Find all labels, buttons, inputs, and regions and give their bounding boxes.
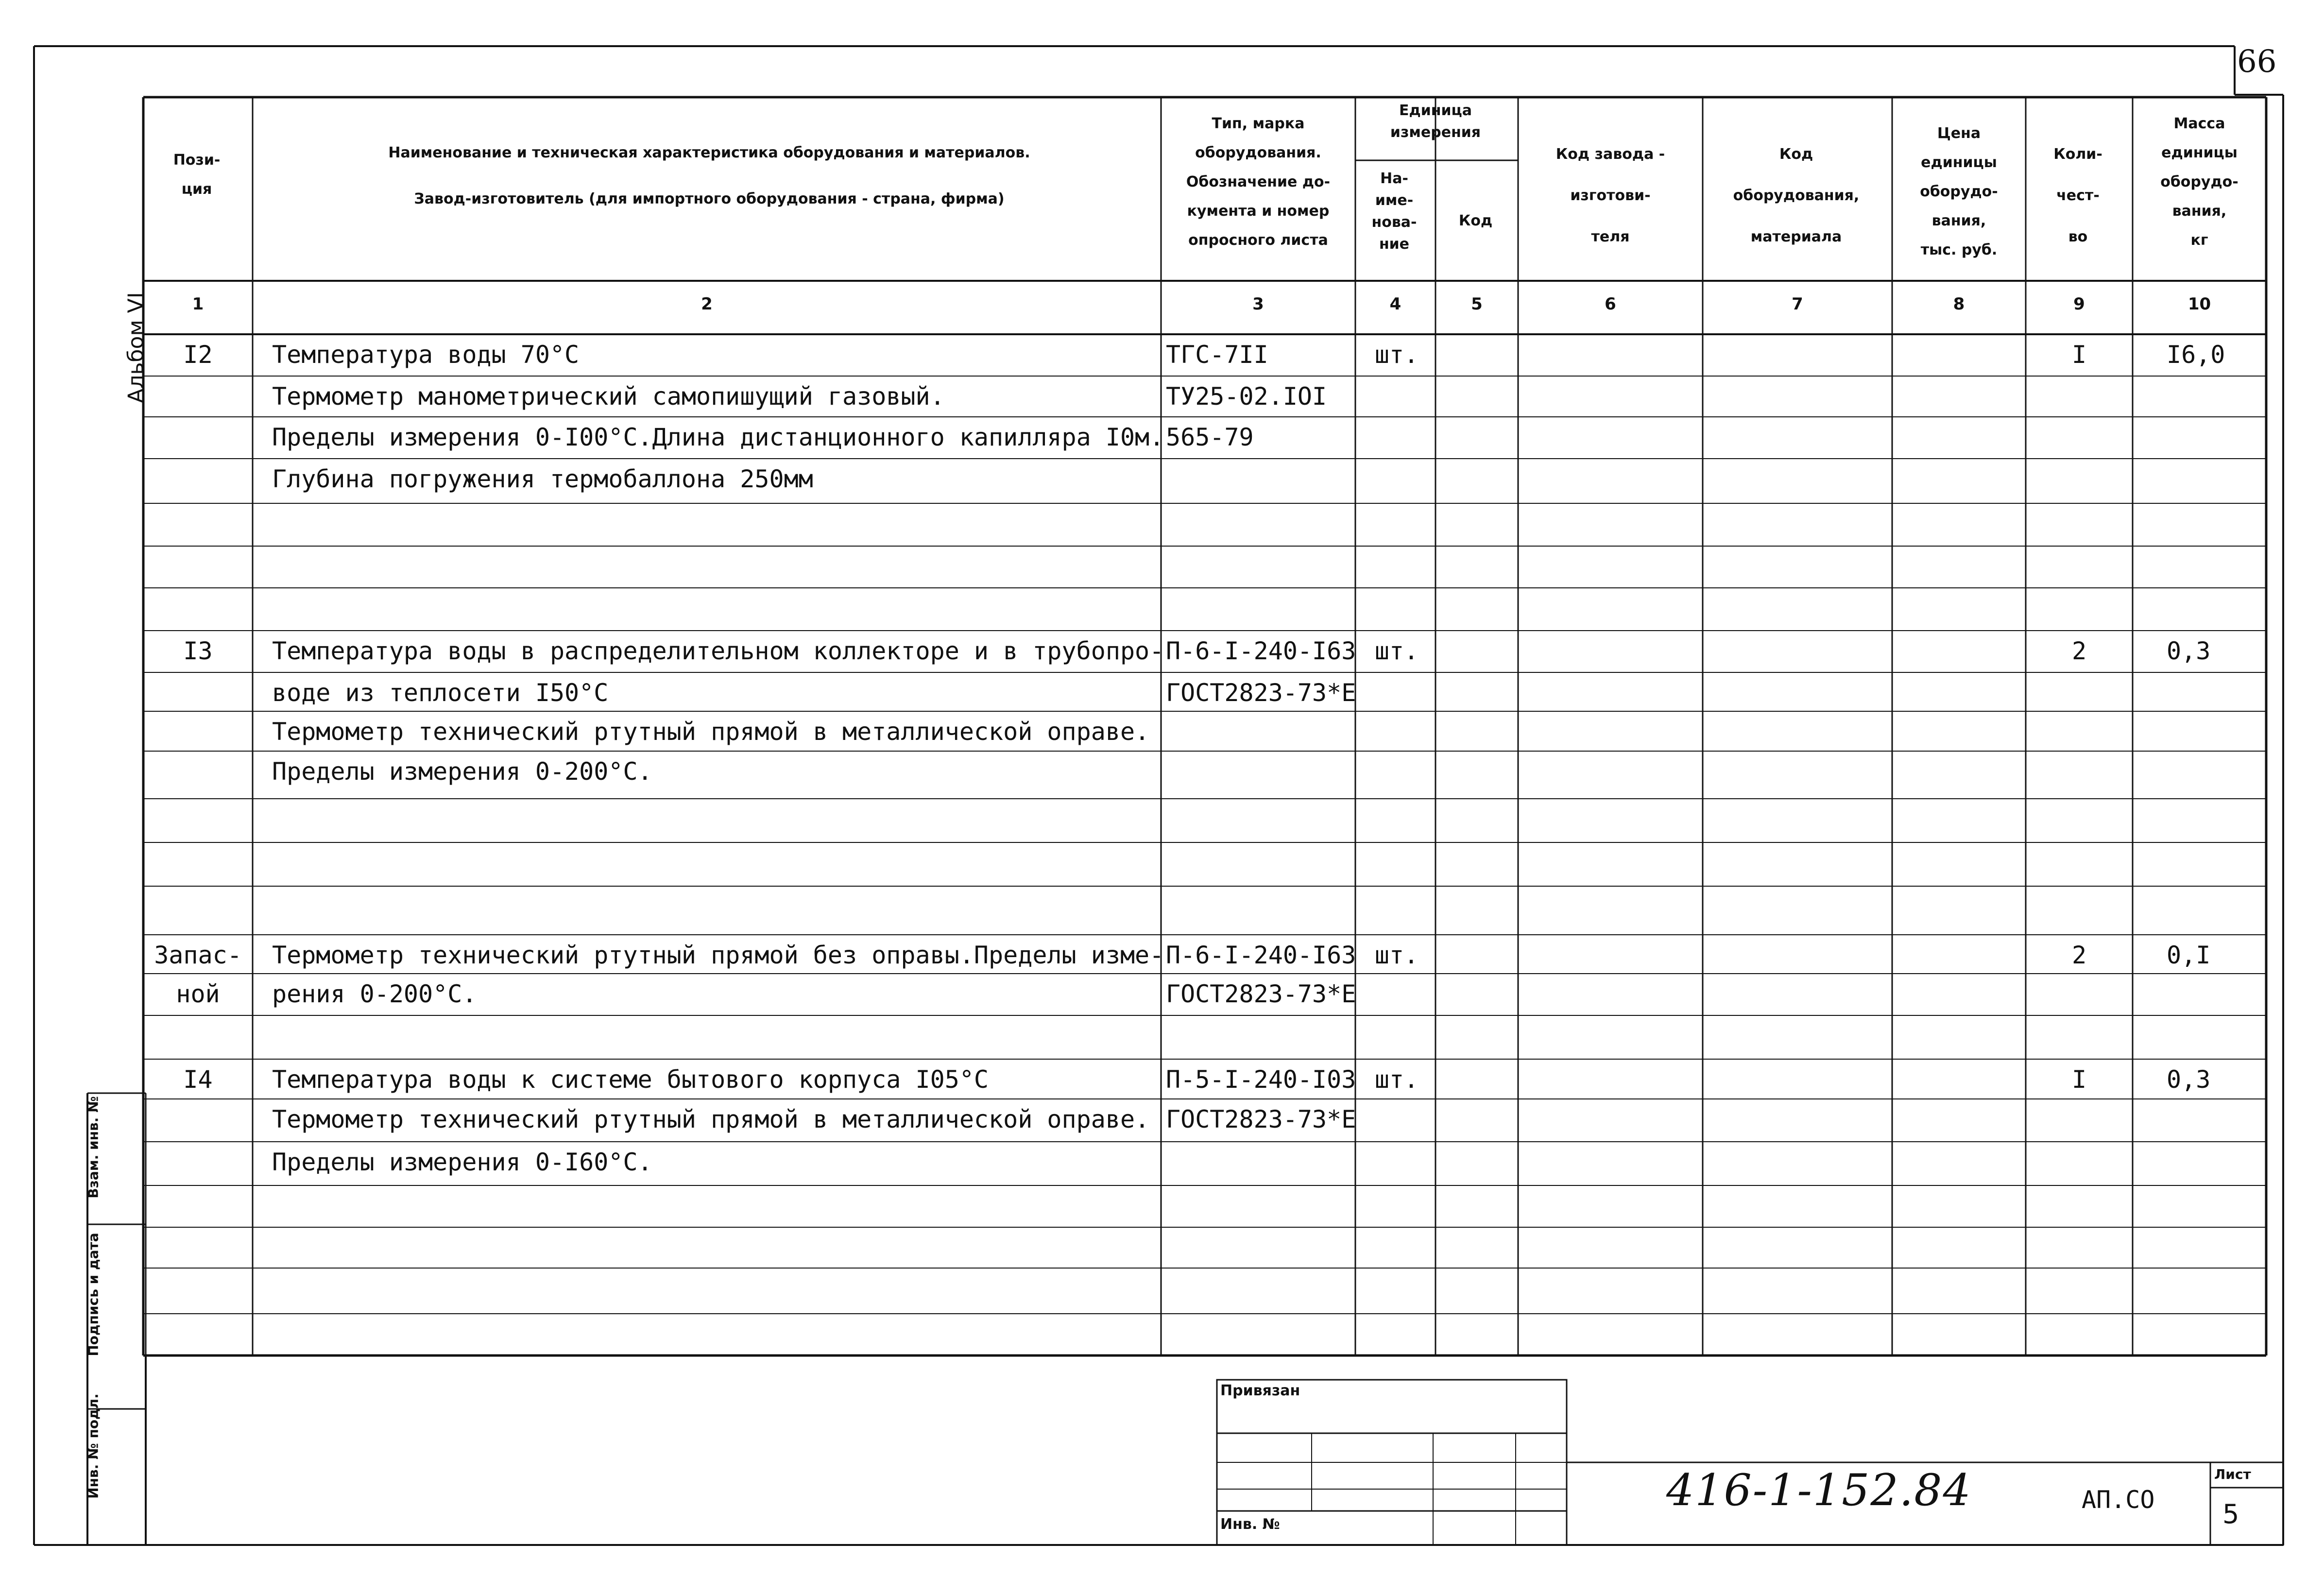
column-number: 1 [192, 294, 204, 314]
row-type: ГОСТ2823-73*Е [1166, 980, 1356, 1008]
row-name: Температура воды в распределительном коллекторе и в трубопро- [272, 637, 1164, 665]
column-number: 7 [1792, 294, 1803, 314]
row-type: ГОСТ2823-73*Е [1166, 1105, 1356, 1133]
header-type: Тип, марка оборудования. Обозначение до- кумента и номер опросного листа [1186, 115, 1331, 249]
column-number: 5 [1471, 294, 1483, 314]
header-price: Цена единицы оборудо- вания, тыс. руб. [1920, 125, 1998, 258]
row-quantity: I [2071, 1065, 2087, 1094]
drawing-code: 416-1-152.84 [1666, 1465, 1972, 1516]
header-unit: Единица измерения [1390, 102, 1481, 141]
row-type: 565-79 [1166, 423, 1254, 451]
row-type: П-6-I-240-I63 [1166, 637, 1356, 665]
column-number: 4 [1389, 294, 1401, 314]
row-type: П-6-I-240-I63 [1166, 941, 1356, 969]
row-name: Термометр манометрический самопишущий газовый. [272, 382, 945, 411]
header-unit-code: Код [1458, 212, 1493, 229]
header-equipment-code: Код оборудования, материала [1733, 146, 1860, 245]
sheet-number: 5 [2222, 1499, 2239, 1529]
row-position: I3 [183, 637, 213, 665]
row-name: Пределы измерения 0-I60°С. [272, 1148, 652, 1176]
row-unit: шт. [1374, 941, 1419, 969]
row-name: Температура воды 70°С [272, 341, 580, 369]
row-mass: I6,0 [2167, 341, 2225, 369]
row-type: ТУ25-02.IOI [1166, 382, 1327, 411]
row-quantity: 2 [2071, 941, 2087, 969]
row-position: I2 [183, 341, 213, 369]
row-name: воде из теплосети I50°С [272, 679, 609, 707]
row-unit: шт. [1374, 637, 1419, 665]
row-type: П-5-I-240-I03 [1166, 1065, 1356, 1094]
header-name-line1: Наименование и техническая характеристика оборудования и материалов. [388, 144, 1030, 161]
inv-no-label: Инв. № [1220, 1516, 1280, 1533]
header-name-line2: Завод-изготовитель (для импортного оборудования - страна, фирма) [414, 190, 1005, 207]
row-name: Термометр технический ртутный прямой в металлической оправе. [272, 1105, 1150, 1133]
row-position: Запас- [154, 941, 242, 969]
stamp-inv-podl: Инв. № подл. [85, 1393, 102, 1499]
stamp-sign-date: Подпись и дата [85, 1233, 102, 1356]
row-quantity: 2 [2071, 637, 2087, 665]
row-type: ТГС-7II [1166, 341, 1268, 369]
column-number: 6 [1605, 294, 1616, 314]
stamp-inv-vzam: Взам. инв. № [85, 1096, 102, 1199]
row-name: Пределы измерения 0-I00°С.Длина дистанционного капилляра I0м. [272, 423, 1164, 451]
row-name: Термометр технический ртутный прямой без оправы.Пределы изме- [272, 941, 1164, 969]
column-number: 9 [2073, 294, 2085, 314]
row-name: рения 0-200°С. [272, 980, 477, 1008]
sheet-label: Лист [2214, 1466, 2251, 1482]
document-mark: АП.СО [2082, 1486, 2155, 1514]
row-mass: 0,I [2167, 941, 2211, 969]
header-unit-name: На- име- нова- ние [1371, 170, 1417, 253]
row-position: I4 [183, 1065, 213, 1094]
row-mass: 0,3 [2167, 1065, 2211, 1094]
row-mass: 0,3 [2167, 637, 2211, 665]
column-number: 8 [1953, 294, 1965, 314]
row-position: ной [176, 980, 220, 1008]
column-number: 3 [1252, 294, 1264, 314]
row-quantity: I [2071, 341, 2087, 369]
row-name: Температура воды к системе бытового корпуса I05°С [272, 1065, 989, 1094]
page-number: 66 [2237, 44, 2277, 80]
album-label: Альбом VI [123, 292, 149, 403]
row-type: ГОСТ2823-73*Е [1166, 679, 1356, 707]
row-name: Глубина погружения термобаллона 250мм [272, 465, 813, 493]
column-number: 10 [2187, 294, 2211, 314]
row-name: Термометр технический ртутный прямой в металлической оправе. [272, 718, 1150, 746]
column-number: 2 [701, 294, 713, 314]
privyazan-label: Привязан [1220, 1382, 1300, 1399]
row-name: Пределы измерения 0-200°С. [272, 757, 652, 786]
header-plant-code: Код завода - изготови- теля [1555, 146, 1665, 245]
header-quantity: Коли- чест- во [2053, 146, 2102, 245]
row-unit: шт. [1374, 341, 1419, 369]
row-unit: шт. [1374, 1065, 1419, 1094]
header-mass: Масса единицы оборудо- вания, кг [2160, 115, 2239, 249]
header-position: Пози- ция [173, 152, 221, 198]
